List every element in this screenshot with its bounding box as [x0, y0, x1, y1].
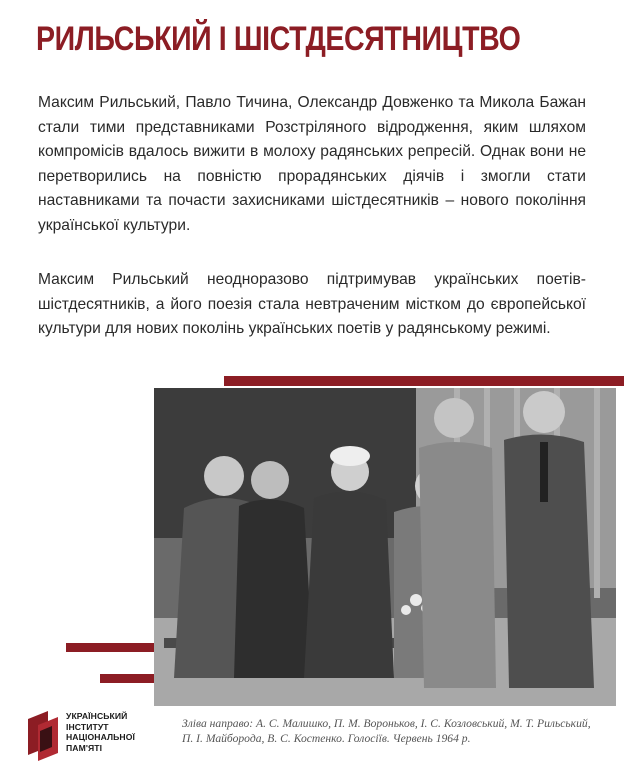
photo-caption: Зліва направо: А. С. Малишко, П. М. Вороньков, І. С. Козловський, М. Т. Рильський, П. І. Майборода, В. С. Костенко. Голосіїв. Червень 1964 р. — [182, 717, 591, 745]
decorative-bar-top — [224, 376, 624, 386]
group-photo-illustration — [154, 388, 616, 706]
logo-line: НАЦІОНАЛЬНОЇ — [66, 732, 135, 742]
page-title: РИЛЬСЬКИЙ І ШІСТДЕСЯТНИЦТВО — [36, 20, 521, 58]
intro-paragraph: Максим Рильський, Павло Тичина, Олександр Довженко та Микола Бажан стали тими представниками Розстріляного відродження, яким шляхом компромісів вдалось вижити в молоху радянських репресій. Однак вони не перетворились на повністю прорадянських діячів і змогли стати наставниками та почасти захисниками шістдесятників – нового покоління української культури. — [38, 94, 586, 234]
logo-line: ПАМ'ЯТІ — [66, 742, 103, 753]
decorative-bar-left-1 — [66, 643, 154, 652]
group-photo — [154, 388, 616, 706]
logo-line: ІНСТИТУТ — [66, 721, 109, 732]
institute-logo-icon — [22, 707, 68, 763]
decorative-bar-left-2 — [100, 674, 154, 683]
institute-logo-text — [66, 711, 176, 753]
body-paragraph: Максим Рильський неодноразово підтримував українських поетів-шістдесятників, а його поезія стала невтраченим містком до європейської культури для нових поколінь українських поетів у радянському режимі. — [38, 271, 586, 337]
logo-line: УКРАЇНСЬКИЙ — [66, 711, 128, 721]
